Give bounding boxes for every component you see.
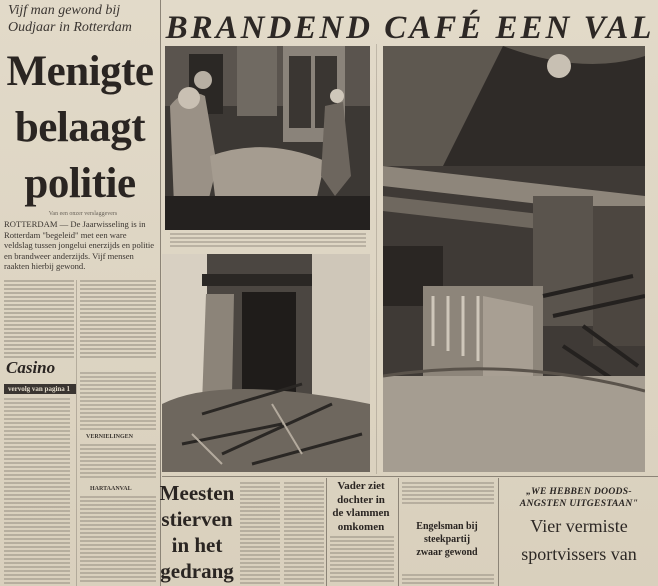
vader-line-1: Vader ziet: [337, 480, 385, 492]
body-column-left-1: [4, 280, 74, 358]
body-column-left-6: [80, 496, 156, 584]
divider-bottom: [162, 476, 658, 477]
hartaanval-subhead: HARTAANVAL: [90, 486, 132, 492]
body-bottom-2: [284, 482, 324, 584]
body-column-left-5: [80, 444, 156, 480]
body-bottom-3: [330, 536, 394, 584]
engelsman-headline: [398, 520, 496, 559]
body-bottom-5: [402, 574, 494, 584]
main-headline: BRANDEND CAFÉ EEN VAL: [165, 10, 655, 46]
divider-left-inner: [76, 280, 77, 586]
engelsman-line-2: steekpartij: [423, 534, 471, 545]
vernielingen-subhead: VERNIELINGEN: [86, 434, 134, 440]
vier-headline: [500, 512, 658, 568]
body-column-left-4: [80, 372, 156, 430]
body-column-left-3: [4, 398, 70, 584]
meesten-line-3: in het: [171, 533, 223, 557]
vader-headline: [326, 480, 396, 534]
quote-line-1: „WE HEBBEN DOODS-: [526, 486, 632, 497]
photo-cafe-interior: [383, 46, 645, 472]
body-bottom-1: [240, 482, 280, 584]
photo-rescue-workers: [165, 46, 370, 230]
engelsman-line-3: zwaar gewond: [416, 547, 478, 558]
left-headline: [0, 44, 160, 212]
left-headline-line-1: Menigte: [6, 48, 154, 95]
meesten-line-1: Meesten: [159, 481, 235, 505]
meesten-line-4: gedrang: [160, 559, 234, 583]
left-headline-line-3: politie: [24, 160, 136, 207]
continued-label: vervolg van pagina 1: [4, 384, 76, 394]
left-headline-line-2: belaagt: [14, 104, 146, 151]
photo-rescue-caption: [170, 233, 366, 247]
vader-line-3: de vlammen: [332, 507, 390, 519]
vier-line-1: Vier vermiste: [530, 516, 628, 536]
meesten-line-2: stierven: [161, 507, 233, 531]
quote-line-2: ANGSTEN UITGESTAAN": [519, 498, 639, 509]
meesten-headline: [154, 480, 240, 584]
casino-heading: Casino: [6, 358, 56, 377]
divider-bottom-3: [498, 478, 499, 586]
divider-photos: [376, 44, 377, 474]
byline: Van een onzer verslaggevers: [48, 211, 118, 217]
body-bottom-4: [402, 482, 494, 506]
kicker: Vijf man gewond bij Oudjaar in Rotterdam: [8, 3, 132, 35]
photo-burnt-doorway: [162, 254, 370, 472]
vier-line-2: sportvissers van: [521, 544, 637, 564]
body-column-left-2: [80, 280, 156, 358]
lead-paragraph: ROTTERDAM — De Jaarwisseling is in Rotterdam "begeleid" met een ware veldslag tussen jongelui enerzijds en politie en brandweer anderzijds. Vijf mensen raakten hierbij gewond.: [4, 219, 155, 272]
engelsman-line-1: Engelsman bij: [416, 521, 478, 532]
vader-line-4: omkomen: [337, 520, 385, 533]
vader-line-2: dochter in: [337, 493, 385, 506]
quote-headline: [500, 486, 658, 510]
